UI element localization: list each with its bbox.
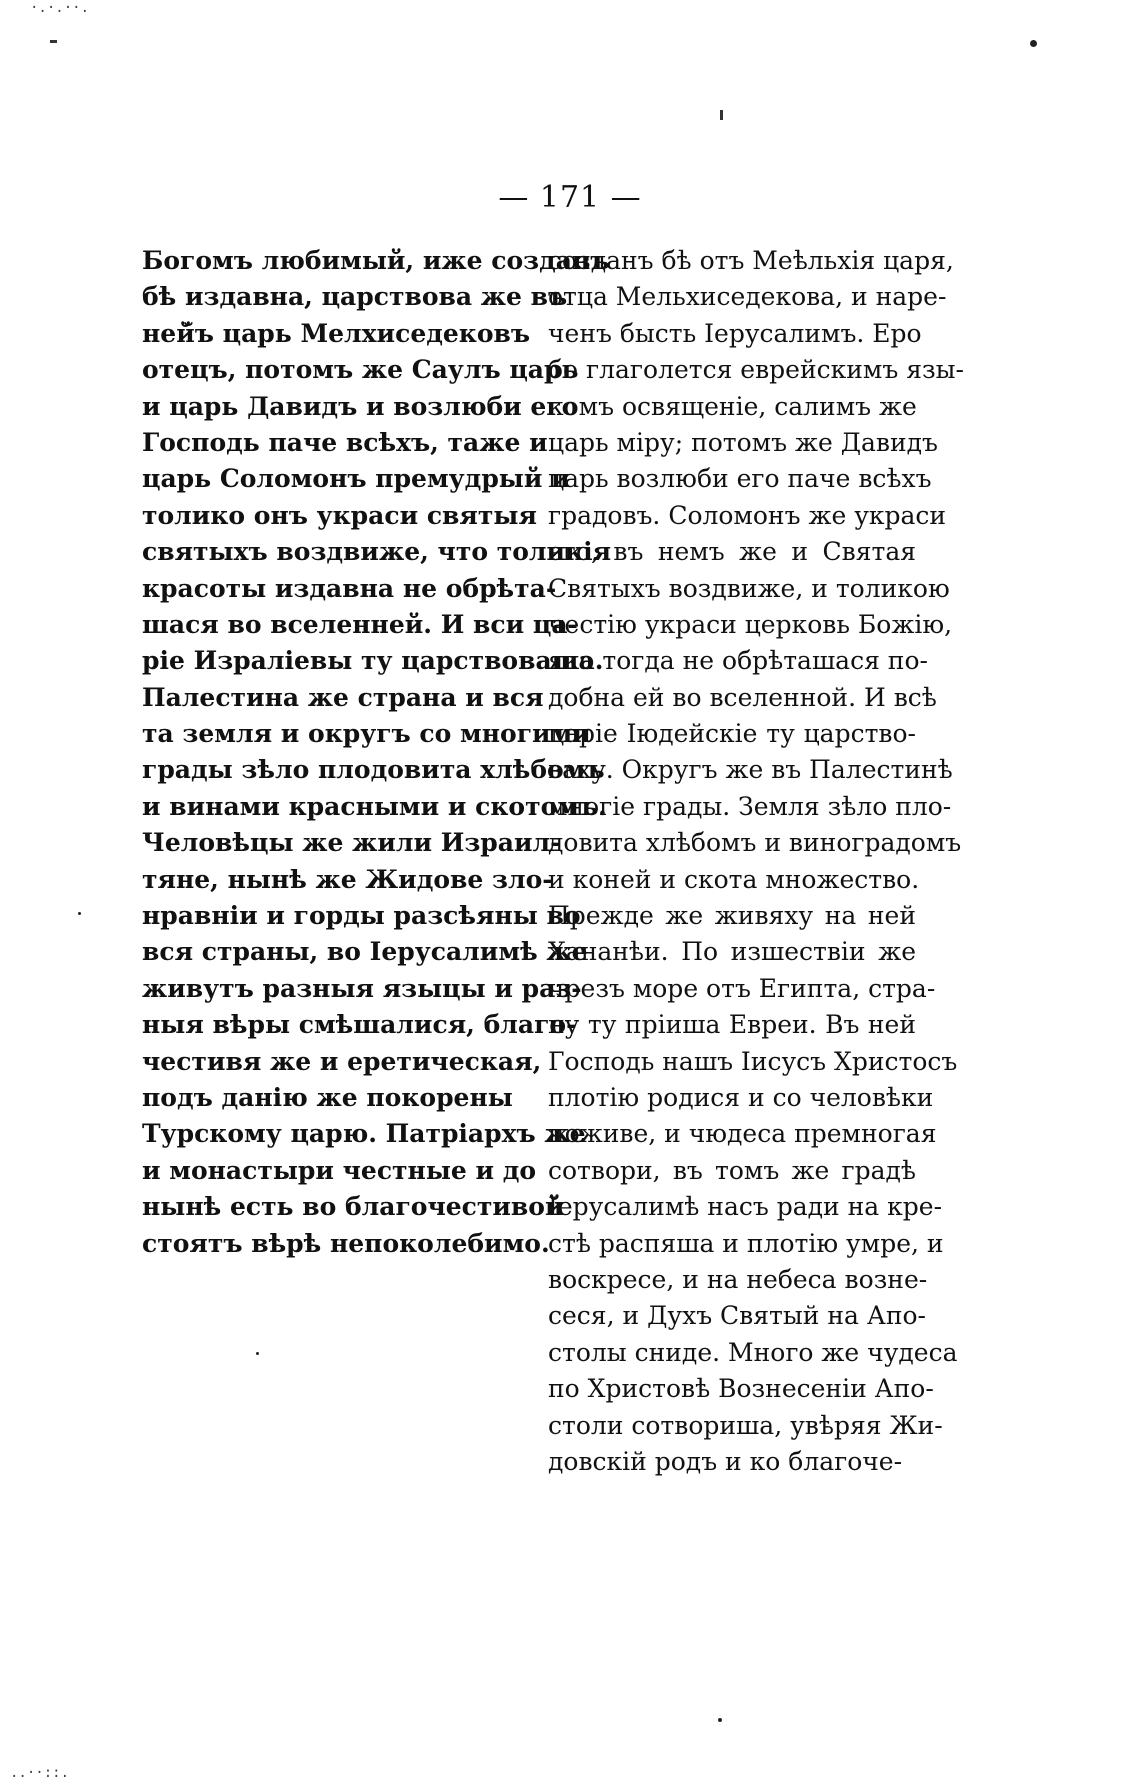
text-line: толико онъ украси святыя xyxy=(142,500,537,530)
text-line: Турскому царю. Патрiархъ же xyxy=(142,1119,586,1149)
text-line: и винами красными и скотомъ. xyxy=(142,791,607,821)
text-line: добна ей во вселенной. И всѣ xyxy=(548,682,937,712)
text-line: бо глаголется еврейскимъ язы- xyxy=(548,355,964,385)
text-line: честивя же и еретическая, xyxy=(142,1046,542,1076)
text-line: Прежде же живяху на ней xyxy=(548,901,916,931)
text-line: отца Мельхиседекова, и наре- xyxy=(548,282,947,312)
text-line: тяне, нынѣ же Жидове зло- xyxy=(142,864,553,894)
scan-speck-mid xyxy=(256,1352,259,1355)
text-line: столы сниде. Много же чудеса xyxy=(548,1337,958,1367)
text-line: его, въ немъ же и Святая xyxy=(548,537,916,567)
right-column-text xyxy=(548,243,964,1480)
text-line: ней̆ъ царь Мелхиседековъ xyxy=(142,318,531,348)
text-line: воскресе, и на небеса возне- xyxy=(548,1264,928,1294)
text-line: святыхъ воздвиже, что толикiя xyxy=(142,537,612,567)
left-column-text xyxy=(142,243,612,1262)
scan-speck-bottom-right xyxy=(718,1718,722,1722)
scan-speck-left-mid xyxy=(78,912,81,915)
text-line: ваху. Округъ же въ Палестинѣ xyxy=(548,755,953,785)
text-line: ну ту прiиша Евреи. Въ ней xyxy=(548,1010,916,1040)
text-line: царiе Iюдейскiе ту царство- xyxy=(548,719,916,749)
text-line: царь возлюби его паче всѣхъ xyxy=(548,464,932,494)
text-line: отецъ, потомъ же Саулъ царь xyxy=(142,355,579,385)
text-line: рiе Изралiевы ту царствоваша. xyxy=(142,646,604,676)
text-line: Iерусалимѣ насъ ради на кре- xyxy=(548,1192,943,1222)
text-line: шася во вселенней. И вси ца- xyxy=(142,609,578,639)
page-number: — 171 — xyxy=(498,180,642,215)
scan-mark-left-top xyxy=(50,40,57,43)
text-line: и монастыри честные и до xyxy=(142,1155,537,1185)
text-line: яко тогда не обрѣташася по- xyxy=(548,646,928,676)
text-line: бѣ издавна, царствова же въ xyxy=(142,282,568,312)
text-line: вся страны, во Iерусалимѣ же xyxy=(142,937,588,967)
text-line: царь мiру; потомъ же Давидъ xyxy=(548,427,938,457)
text-line: Святыхъ воздвиже, и толикою xyxy=(548,573,950,603)
text-line: стѣ распяша и плотiю умре, и xyxy=(548,1228,944,1258)
text-line: Человѣцы же жили Израил- xyxy=(142,828,561,858)
text-line: живутъ разныя языцы и раз- xyxy=(142,973,582,1003)
text-line: сотвори, въ томъ же градѣ xyxy=(548,1155,916,1185)
text-line: грады зѣло плодовита хлѣбомъ xyxy=(142,755,605,785)
text-line: Палестина же страна и вся xyxy=(142,682,544,712)
text-line: Богомъ любимый, иже созданъ xyxy=(142,246,610,275)
text-line: Господь нашъ Iисусъ Христосъ xyxy=(548,1046,958,1076)
text-line: и коней и скота множество. xyxy=(548,864,920,894)
text-line: столи сотвориша, увѣряя Жи- xyxy=(548,1410,943,1440)
text-line: стоятъ вѣрѣ непоколебимо. xyxy=(142,1228,550,1258)
text-line: нравнiи и горды разсѣяны во xyxy=(142,901,581,931)
text-line: по Христовѣ Вознесенiи Апо- xyxy=(548,1374,934,1404)
text-line: царь Соломонъ премудрый и xyxy=(142,464,570,494)
text-line: довскiй родъ и ко благоче- xyxy=(548,1446,903,1476)
text-line: Хананѣи. По изшествiи же xyxy=(548,937,916,967)
text-line: нынѣ есть во благочестивой xyxy=(142,1192,564,1222)
text-line: многiе грады. Земля зѣло пло- xyxy=(548,791,952,821)
text-line: красоты издавна не обрѣта- xyxy=(142,573,557,603)
text-line: поживе, и чюдеса премногая xyxy=(548,1119,937,1149)
text-line: сеся, и Духъ Святый на Апо- xyxy=(548,1301,926,1331)
text-line: честiю украси церковь Божiю, xyxy=(548,609,953,639)
text-line: та земля и округъ со многими xyxy=(142,719,591,749)
text-line: градовъ. Соломонъ же украси xyxy=(548,500,947,530)
text-line: комъ освященiе, салимъ же xyxy=(548,391,917,421)
text-line: плотiю родися и со человѣки xyxy=(548,1082,934,1112)
text-line: ныя вѣры смѣшалися, благо- xyxy=(142,1010,577,1040)
text-line: подъ данiю же покорены xyxy=(142,1082,513,1112)
scan-speck-top-right xyxy=(1030,40,1037,47)
text-line: Господь паче всѣхъ, таже и xyxy=(142,427,548,457)
text-line: созданъ бѣ отъ Меѣльхiя царя, xyxy=(548,246,954,275)
scan-noise-top-left: ·.·.··. xyxy=(30,0,90,16)
text-line: чрезъ море отъ Египта, стра- xyxy=(548,973,936,1003)
scan-noise-bottom-left: ..··::. xyxy=(10,1765,70,1781)
text-line: и царь Давидъ и возлюби его xyxy=(142,391,579,421)
text-line: ченъ бысть Iерусалимъ. Еро xyxy=(548,318,922,348)
text-line: довита хлѣбомъ и виноградомъ xyxy=(548,828,962,858)
scan-mark-top-center xyxy=(720,110,723,120)
